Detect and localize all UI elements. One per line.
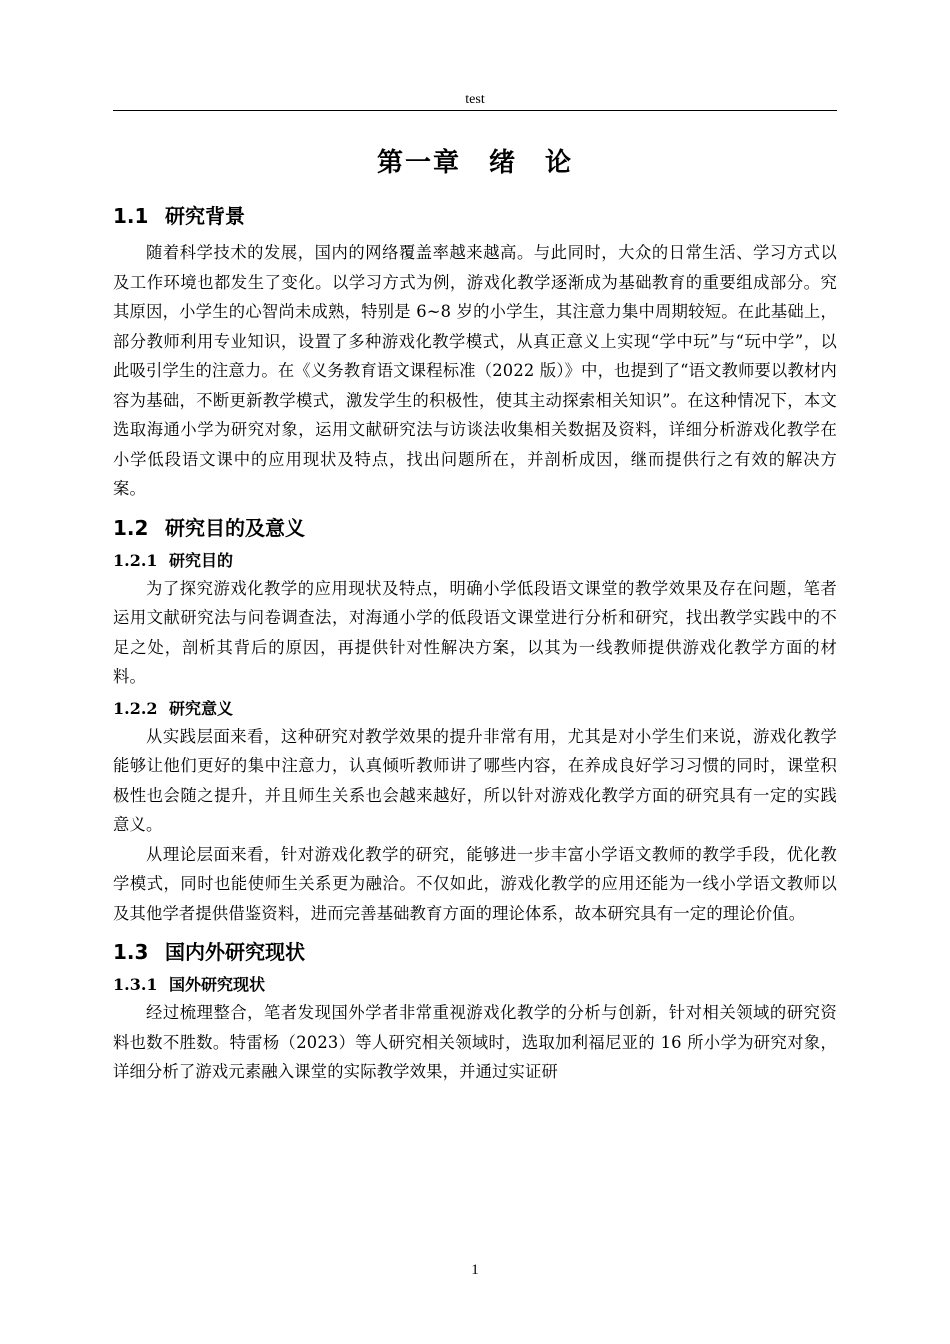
section-number: 1.3 bbox=[113, 940, 149, 964]
subsection-title: 研究目的 bbox=[169, 550, 234, 570]
subsection-title: 研究意义 bbox=[169, 698, 234, 718]
subsection-heading-1-3-1 bbox=[113, 974, 837, 996]
subsection-heading-1-2-2 bbox=[113, 698, 837, 720]
section-number: 1.2 bbox=[113, 515, 149, 540]
running-header: test bbox=[465, 92, 485, 107]
subsection-title: 国外研究现状 bbox=[169, 975, 266, 994]
page-number: 1 bbox=[471, 1262, 479, 1278]
section-title: 研究目的及意义 bbox=[165, 515, 305, 540]
paragraph: 经过梳理整合，笔者发现国外学者非常重视游戏化教学的分析与创新，针对相关领域的研究资料也数不胜数。特雷杨（2023）等人研究相关领域时，选取加利福尼亚的 16 所小学为研究对象，详细分析了游戏元素融入课堂的实际教学效果，并通过实证研 bbox=[113, 1003, 837, 1081]
section-title: 研究背景 bbox=[165, 204, 245, 228]
chapter-title: 第一章 绪 论 bbox=[376, 148, 573, 178]
subsection-number: 1.3.1 bbox=[113, 975, 158, 994]
section-number: 1.1 bbox=[113, 204, 149, 228]
paragraph: 随着科学技术的发展，国内的网络覆盖率越来越高。与此同时，大众的日常生活、学习方式以及工作环境也都发生了变化。以学习方式为例，游戏化教学逐渐成为基础教育的重要组成部分。究其原因，小学生的心智尚未成熟，特别是 6~8 岁的小学生，其注意力集中周期较短。在此基础上，部分教师利用专业知识，设置了多种游戏化教学模式，从真正意义上实现“学中玩”与“玩中学”，以此吸引学生的注意力。在《义务教育语文课程标准（2022 版）》中，也提到了“语文教师要以教材内容为基础，不断更新教学模式，激发学生的积极性，使其主动探索相关知识”。在这种情况下，本文选取海通小学为研究对象，运用文献研究法与访谈法收集相关数据及资料，详细分析游戏化教学在小学低段语文课中的应用现状及特点，找出问题所在，并剖析成因，继而提供行之有效的解决方案。 bbox=[113, 243, 837, 498]
subsection-number: 1.2.1 bbox=[113, 550, 158, 570]
subsection-heading-1-2-1 bbox=[113, 550, 837, 572]
subsection-number: 1.2.2 bbox=[113, 698, 158, 718]
section-heading-1-2 bbox=[113, 514, 837, 542]
paragraph: 为了探究游戏化教学的应用现状及特点，明确小学低段语文课堂的教学效果及存在问题，笔者运用文献研究法与问卷调查法，对海通小学的低段语文课堂进行分析和研究，找出教学实践中的不足之处，剖析其背后的原因，再提供针对性解决方案，以其为一线教师提供游戏化教学方面的材料。 bbox=[113, 578, 837, 686]
section-heading-1-1 bbox=[113, 202, 837, 230]
section-title: 国内外研究现状 bbox=[165, 940, 305, 964]
section-heading-1-3 bbox=[113, 938, 837, 966]
paragraph: 从理论层面来看，针对游戏化教学的研究，能够进一步丰富小学语文教师的教学手段，优化教学模式，同时也能使师生关系更为融洽。不仅如此，游戏化教学的应用还能为一线小学语文教师以及其他学者提供借鉴资料，进而完善基础教育方面的理论体系，故本研究具有一定的理论价值。 bbox=[113, 844, 837, 923]
paragraph: 从实践层面来看，这种研究对教学效果的提升非常有用，尤其是对小学生们来说，游戏化教学能够让他们更好的集中注意力，认真倾听教师讲了哪些内容，在养成良好学习习惯的同时，课堂积极性也会随之提升，并且师生关系也会越来越好，所以针对游戏化教学方面的研究具有一定的实践意义。 bbox=[113, 726, 837, 834]
header-rule bbox=[113, 110, 837, 111]
page-content bbox=[113, 138, 837, 1087]
